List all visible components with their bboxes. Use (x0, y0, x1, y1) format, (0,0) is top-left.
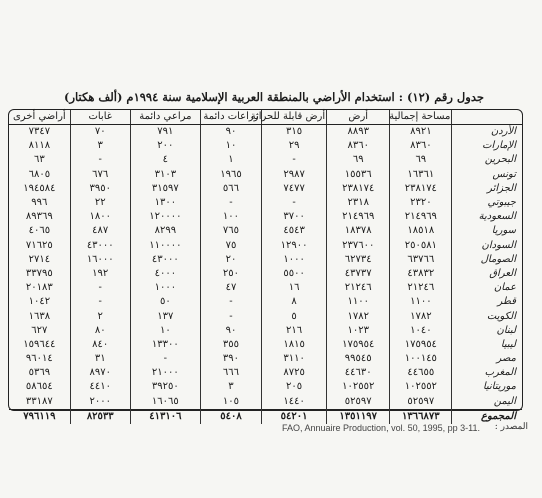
table-row (9, 153, 522, 167)
value-cell: ١٨٠٠ (70, 210, 130, 224)
table-row (9, 380, 522, 394)
value-cell: ١٣٠٠ (130, 196, 200, 210)
value-cell: ٤٣٠٠٠ (130, 253, 200, 267)
value-cell: ١٩٢ (70, 267, 130, 281)
value-cell: ٨٩٧٠ (70, 366, 130, 380)
value-cell: ٢٥٠٥٨١ (390, 239, 452, 253)
value-cell: ٢ (70, 309, 130, 323)
value-cell: ١٠٠١٤٥ (390, 352, 452, 366)
table-body (9, 125, 522, 424)
table-row (9, 352, 522, 366)
value-cell: ٩٩٥٤٥ (327, 352, 390, 366)
value-cell: ١١٠٠ (327, 295, 390, 309)
country-cell: السعودية (452, 210, 522, 224)
value-cell: ٥٦٦ (200, 182, 261, 196)
table-row (9, 324, 522, 338)
value-cell: ٣٩٥٠ (70, 182, 130, 196)
value-cell: ٧٥ (200, 239, 261, 253)
total-value-cell: ١٣٦٦٨٧٣ (390, 409, 452, 424)
country-cell: قطر (452, 295, 522, 309)
table-row (9, 239, 522, 253)
value-cell: ٩٦٠١٤ (25, 353, 53, 365)
value-cell: - (130, 352, 200, 366)
value-cell: ١٠٢٥٥٢ (327, 380, 390, 394)
table-row (9, 395, 522, 410)
value-cell: ٢٠ (200, 253, 261, 267)
value-cell: ٢١٢٤٦ (327, 281, 390, 295)
country-cell: البحرين (452, 153, 522, 167)
value-cell: ١٣٣٠٠ (130, 338, 200, 352)
total-value-cell: ٥٤٢٠١ (262, 409, 327, 424)
value-cell: ٥٥٠٠ (262, 267, 327, 281)
value-cell: ٣١٥٩٧ (130, 182, 200, 196)
value-cell: - (262, 153, 327, 167)
value-cell: ٣١١٠ (262, 352, 327, 366)
table-row (9, 253, 522, 267)
value-cell: ٩٠ (200, 125, 261, 140)
table-row (9, 196, 522, 210)
value-cell: ٦٩ (390, 153, 452, 167)
total-label-cell: المجموع (452, 409, 522, 424)
value-cell: ١١٠٠ (390, 295, 452, 309)
table-header-row (9, 110, 522, 125)
table-row (9, 168, 522, 182)
value-cell: ٢١٤٩٦٩ (327, 210, 390, 224)
value-cell: ١٠ (130, 324, 200, 338)
value-cell: ٧٠ (70, 125, 130, 140)
value-cell: ٩٩٦ (31, 197, 48, 209)
value-cell: ٣٣٧٩٥ (25, 267, 53, 279)
value-cell: ١٣٧ (130, 309, 200, 323)
value-cell: ٦٨٠٥ (28, 168, 51, 180)
value-cell: ٥٨٦٥٤ (25, 381, 53, 393)
country-cell: الصومال (452, 253, 522, 267)
country-cell: ليبيا (452, 338, 522, 352)
value-cell: ١٥٥٣٦ (327, 168, 390, 182)
value-cell: ٣١ (70, 352, 130, 366)
value-cell: ٦٩ (327, 153, 390, 167)
value-cell: ٨٤٠ (70, 338, 130, 352)
value-cell: ٣ (70, 139, 130, 153)
value-cell: ٣١٠٣ (130, 168, 200, 182)
value-cell: ١ (200, 153, 261, 167)
value-cell: - (262, 196, 327, 210)
value-cell: ١٠٠٠ (130, 281, 200, 295)
value-cell: ٤٠٦٥ (28, 225, 51, 237)
value-cell: ٢٩٨٧ (262, 168, 327, 182)
table-row (9, 267, 522, 281)
value-cell: ٥٠ (130, 295, 200, 309)
source-label: المصدر : (494, 422, 528, 432)
value-cell: - (70, 281, 130, 295)
value-cell: ٨٩٣٦٩ (25, 211, 53, 223)
source-citation: FAO, Annuaire Production, vol. 50, 1995, pp 3-11. (282, 423, 480, 433)
country-cell: الجزائر (452, 182, 522, 196)
value-cell: ٤٥٤٣ (262, 224, 327, 238)
value-cell: ١٥٩٦٤٤ (23, 338, 56, 350)
value-cell: ٨٢٩٩ (130, 224, 200, 238)
value-cell: ٢٣٧٦٠٠ (327, 239, 390, 253)
value-cell: ١٨٣٧٨ (327, 224, 390, 238)
table-row (9, 139, 522, 153)
land-use-table-frame (8, 109, 523, 422)
value-cell: ٨٣٦٠ (390, 139, 452, 153)
value-cell: - (70, 153, 130, 167)
value-cell: ٧٦٥ (200, 224, 261, 238)
value-cell: ٣٩٠ (200, 352, 261, 366)
value-cell: ٦٧٦ (70, 168, 130, 182)
value-cell: ٦٢٧ (31, 324, 48, 336)
value-cell: ١٠٠٠ (262, 253, 327, 267)
value-cell: ٧٩١ (130, 125, 200, 140)
value-cell: ٣٥٥ (200, 338, 261, 352)
value-cell: ٢٧١٤ (28, 253, 51, 265)
value-cell: ٣١٥ (262, 125, 327, 140)
value-cell: - (70, 295, 130, 309)
value-cell: ١٠٠ (200, 210, 261, 224)
table-row (9, 309, 522, 323)
total-value-cell: ٨٢٥٣٣ (70, 409, 130, 424)
value-cell: ٤٧ (200, 281, 261, 295)
value-cell: ٤٣٠٠٠ (70, 239, 130, 253)
value-cell: ١٠٢٥٥٢ (390, 380, 452, 394)
value-cell: ٨٩٢١ (390, 125, 452, 140)
country-cell: جيبوتي (452, 196, 522, 210)
column-header: أرض قابلة للحراثة (262, 110, 327, 125)
value-cell: ١٤٤٠ (262, 395, 327, 410)
table-row (9, 125, 522, 140)
table-row (9, 366, 522, 380)
value-cell: ٥٢٥٩٧ (327, 395, 390, 410)
value-cell: ٨٧٢٥ (262, 366, 327, 380)
column-header: أرض (327, 110, 390, 125)
value-cell: ٧١٦٢٥ (25, 239, 53, 251)
value-cell: ١٦٠٠٠ (70, 253, 130, 267)
total-value-cell: ١٣٥١١٩٧ (327, 409, 390, 424)
value-cell: ٢٣١٨ (327, 196, 390, 210)
country-cell: عمان (452, 281, 522, 295)
column-header: أراضي أخرى (9, 110, 70, 125)
value-cell: ٥٣٦٩ (28, 367, 51, 379)
value-cell: ٢٥٠ (200, 267, 261, 281)
value-cell: ٤٣٨٣٢ (390, 267, 452, 281)
value-cell: ٢١٢٤٦ (390, 281, 452, 295)
value-cell: ١٧٥٩٥٤ (327, 338, 390, 352)
country-cell: الإمارات (452, 139, 522, 153)
table-row (9, 295, 522, 309)
value-cell: ٩٠ (200, 324, 261, 338)
country-cell: الأردن (452, 125, 522, 140)
table-row (9, 224, 522, 238)
value-cell: ٦٦٦ (200, 366, 261, 380)
value-cell: ٤٤٦٥٥ (390, 366, 452, 380)
value-cell: ٢٠٠ (130, 139, 200, 153)
value-cell: ١٦ (262, 281, 327, 295)
value-cell: ٢٠٥ (262, 380, 327, 394)
table-row (9, 210, 522, 224)
total-value-cell: ٥٤٠٨ (200, 409, 261, 424)
value-cell: ٦٢٧٣٤ (327, 253, 390, 267)
column-header: مراعي دائمة (130, 110, 200, 125)
column-header (452, 110, 522, 125)
value-cell: ١٠٢٣ (327, 324, 390, 338)
country-cell: اليمن (452, 395, 522, 410)
value-cell: ٣٣١٨٧ (25, 395, 53, 407)
value-cell: ٢٠١٨٣ (25, 282, 53, 294)
value-cell: ٢٣٨١٧٤ (327, 182, 390, 196)
value-cell: ٢٢ (70, 196, 130, 210)
table-row (9, 338, 522, 352)
country-cell: موريتانيا (452, 380, 522, 394)
value-cell: ١٨٥١٨ (390, 224, 452, 238)
value-cell: ١٠٤٠ (390, 324, 452, 338)
land-use-table (9, 110, 522, 424)
country-cell: تونس (452, 168, 522, 182)
value-cell: ١٢٠٠٠٠ (130, 210, 200, 224)
column-header: زراعات دائمة (200, 110, 261, 125)
country-cell: مصر (452, 352, 522, 366)
value-cell: ٦٣٧٦٦ (390, 253, 452, 267)
column-header: غابات (70, 110, 130, 125)
value-cell: ٣٩٢٥٠ (130, 380, 200, 394)
value-cell: ٢٩ (262, 139, 327, 153)
value-cell: ٢٣٢٠ (390, 196, 452, 210)
value-cell: ١٦٠٦٥ (130, 395, 200, 410)
country-cell: المغرب (452, 366, 522, 380)
value-cell: ٨ (262, 295, 327, 309)
value-cell: ٣ (200, 380, 261, 394)
value-cell: ٥ (262, 309, 327, 323)
total-value-cell: ٧٩٦١١٩ (9, 409, 70, 424)
table-row (9, 182, 522, 196)
value-cell: ١٢٩٠٠ (262, 239, 327, 253)
value-cell: ١٧٨٢ (390, 309, 452, 323)
value-cell: ١٦٣٨ (28, 310, 51, 322)
value-cell: ١٠ (200, 139, 261, 153)
value-cell: ٣٧٠٠ (262, 210, 327, 224)
value-cell: ٦٣ (33, 154, 45, 166)
value-cell: - (200, 295, 261, 309)
value-cell: - (200, 309, 261, 323)
value-cell: ١٦٣٦١ (390, 168, 452, 182)
value-cell: ٧٤٧٧ (262, 182, 327, 196)
column-header: مساحة إجمالية (390, 110, 452, 125)
value-cell: ٤٤١٠ (70, 380, 130, 394)
value-cell: ٨٣٦٠ (327, 139, 390, 153)
value-cell: ٥٢٥٩٧ (390, 395, 452, 410)
value-cell: ٨٠ (70, 324, 130, 338)
value-cell: ٧٣٤٧ (28, 126, 51, 138)
total-value-cell: ٤١٣١٠٦ (130, 409, 200, 424)
value-cell: ٤٠٠٠ (130, 267, 200, 281)
value-cell: ٤ (130, 153, 200, 167)
value-cell: ١٠٥ (200, 395, 261, 410)
table-row (9, 281, 522, 295)
country-cell: سوريا (452, 224, 522, 238)
value-cell: ٢٠٠٠ (70, 395, 130, 410)
value-cell: ٤٨٧ (70, 224, 130, 238)
value-cell: ٢٣٨١٧٤ (390, 182, 452, 196)
value-cell: ٨١١٨ (28, 140, 51, 152)
country-cell: العراق (452, 267, 522, 281)
value-cell: ٢١٠٠٠ (130, 366, 200, 380)
country-cell: السودان (452, 239, 522, 253)
value-cell: ١٧٥٩٥٤ (390, 338, 452, 352)
value-cell: ٨٨٩٣ (327, 125, 390, 140)
value-cell: ١٧٨٢ (327, 309, 390, 323)
value-cell: ٢١٤٩٦٩ (390, 210, 452, 224)
country-cell: الكويت (452, 309, 522, 323)
value-cell: ٢١٦ (262, 324, 327, 338)
country-cell: لبنان (452, 324, 522, 338)
value-cell: ٤٤٦٣٠ (327, 366, 390, 380)
value-cell: ١٩٤٥٨٤ (23, 182, 56, 194)
value-cell: ١٠٤٢ (28, 296, 51, 308)
value-cell: ١٩٦٥ (200, 168, 261, 182)
value-cell: ٤٣٧٣٧ (327, 267, 390, 281)
value-cell: ١٨١٥ (262, 338, 327, 352)
table-caption: جدول رقم (١٢) : استخدام الأراضي بالمنطقة العربية الإسلامية سنة ١٩٩٤م (ألف هكتار) (64, 90, 484, 104)
total-row (9, 409, 522, 424)
value-cell: ١١٠٠٠٠ (130, 239, 200, 253)
value-cell: - (200, 196, 261, 210)
